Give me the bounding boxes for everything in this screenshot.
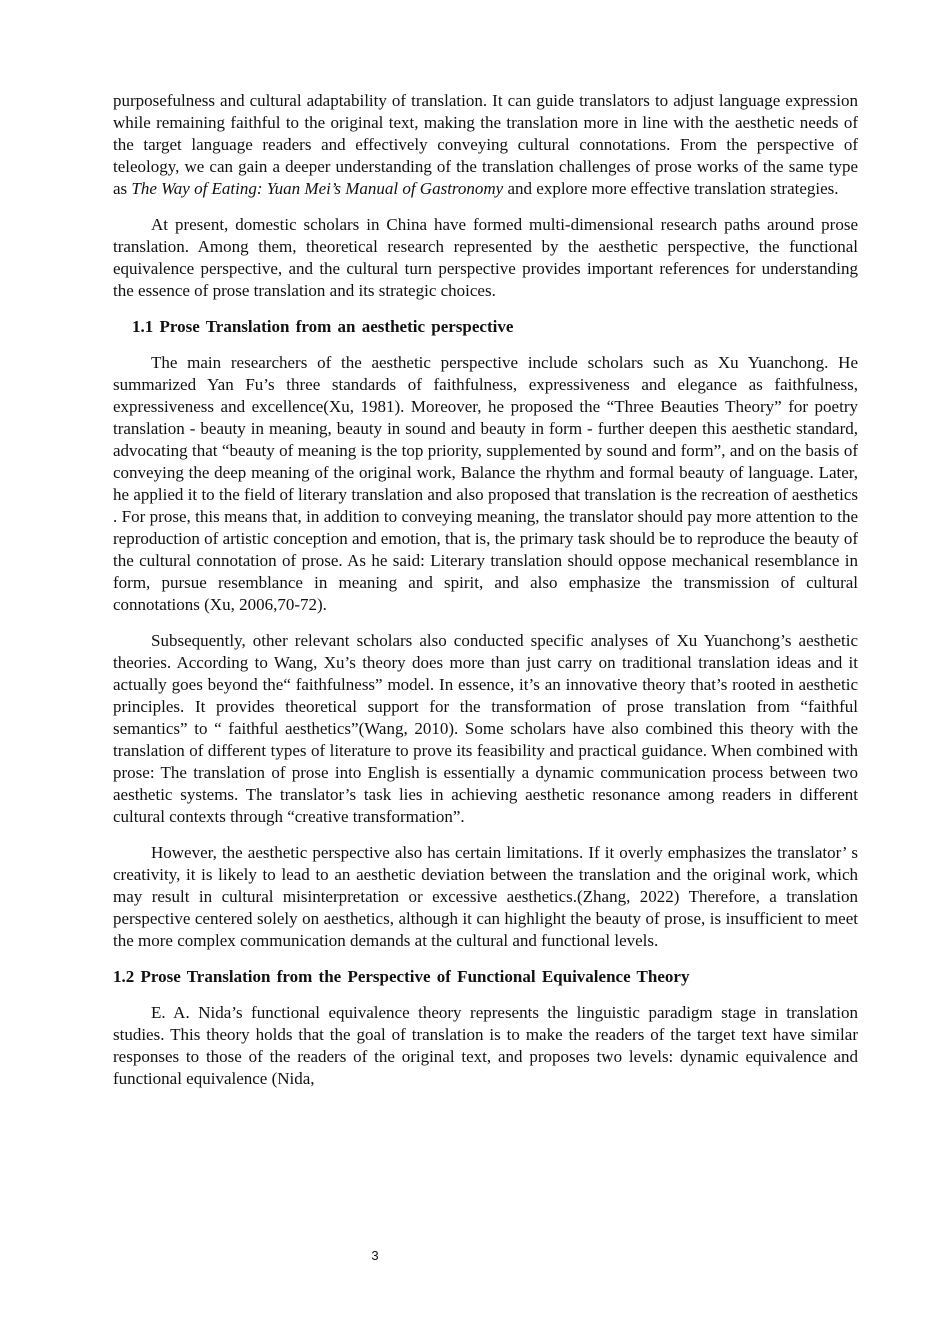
paragraph-functional-equivalence: E. A. Nida’s functional equivalence theory represents the linguistic paradigm stage in translation studies. This theory holds that the goal of translation is to make the readers of the target text have similar responses to those of the readers of the original text, and proposes two levels: dynamic equivalence and functional equivalence (Nida, <box>113 1003 858 1088</box>
paragraph-text: purposefulness and cultural adaptability of translation. It can guide translators to adjust language expression while remaining faithful to the original text, making the translation more in line with the aesthetic needs of the target language readers and effectively conveying cultural connotations. From the perspective of teleology, we can gain a deeper understanding of the translation challenges of prose works of the same type as <box>113 91 858 198</box>
paragraph-xu-analysis: Subsequently, other relevant scholars also conducted specific analyses of Xu Yuanchong’s aesthetic theories. According to Wang, Xu’s theory does more than just carry on traditional translation ideas and it actually goes beyond the“ faithfulness” model. In essence, it’s an innovative theory that’s rooted in aesthetic principles. It provides theoretical support for the transformation of prose translation from “faithful semantics” to “ faithful aesthetics”(Wang, 2010). Some scholars have also combined this theory with the translation of different types of literature to prove its feasibility and practical guidance. When combined with prose: The translation of prose into English is essentially a dynamic communication process between two aesthetic systems. The translator’s task lies in achieving aesthetic resonance among readers in different cultural contexts through “creative transformation”. <box>113 631 858 826</box>
paragraph-limitations: However, the aesthetic perspective also has certain limitations. If it overly emphasizes the translator’ s creativity, it is likely to lead to an aesthetic deviation between the translation and the original work, which may result in cultural misinterpretation or excessive aesthetics.(Zhang, 2022) Therefore, a translation perspective centered solely on aesthetics, although it can highlight the beauty of prose, is insufficient to meet the more complex communication demands at the cultural and functional levels. <box>113 843 858 950</box>
book-title: The Way of Eating: Yuan Mei’s Manual of Gastronomy <box>131 179 504 198</box>
section-heading-1-2: 1.2 Prose Translation from the Perspective of Functional Equivalence Theory <box>113 967 690 986</box>
paragraph-intro-continuation <box>113 90 858 200</box>
paragraph-text: and explore more effective translation strategies. <box>503 179 839 198</box>
paragraph-aesthetic-perspective: The main researchers of the aesthetic perspective include scholars such as Xu Yuanchong. He summarized Yan Fu’s three standards of faithfulness, expressiveness and elegance as faithfulness, expressiveness and excellence(Xu, 1981). Moreover, he proposed the “Three Beauties Theory” for poetry translation - beauty in meaning, beauty in sound and beauty in form - further deepen this aesthetic standard, advocating that “beauty of meaning is the top priority, supplemented by sound and form”, and on the basis of conveying the deep meaning of the original work, Balance the rhythm and formal beauty of language. Later, he applied it to the field of literary translation and also proposed that translation is the recreation of aesthetics . For prose, this means that, in addition to conveying meaning, the translator should pay more attention to the reproduction of artistic conception and emotion, that is, the primary task should be to reproduce the beauty of the cultural connotation of prose. As he said: Literary translation should oppose mechanical resemblance in form, pursue resemblance in meaning and spirit, and also emphasize the transmission of cultural connotations (Xu, 2006,70-72). <box>113 353 858 614</box>
paragraph-domestic-research: At present, domestic scholars in China have formed multi-dimensional research paths around prose translation. Among them, theoretical research represented by the aesthetic perspective, the functional equivalence perspective, and the cultural turn perspective provides important references for understanding the essence of prose translation and its strategic choices. <box>113 215 858 300</box>
page-body <box>113 90 858 1104</box>
page-number: 3 <box>371 1248 379 1263</box>
section-heading-1-1: 1.1 Prose Translation from an aesthetic perspective <box>132 317 514 336</box>
